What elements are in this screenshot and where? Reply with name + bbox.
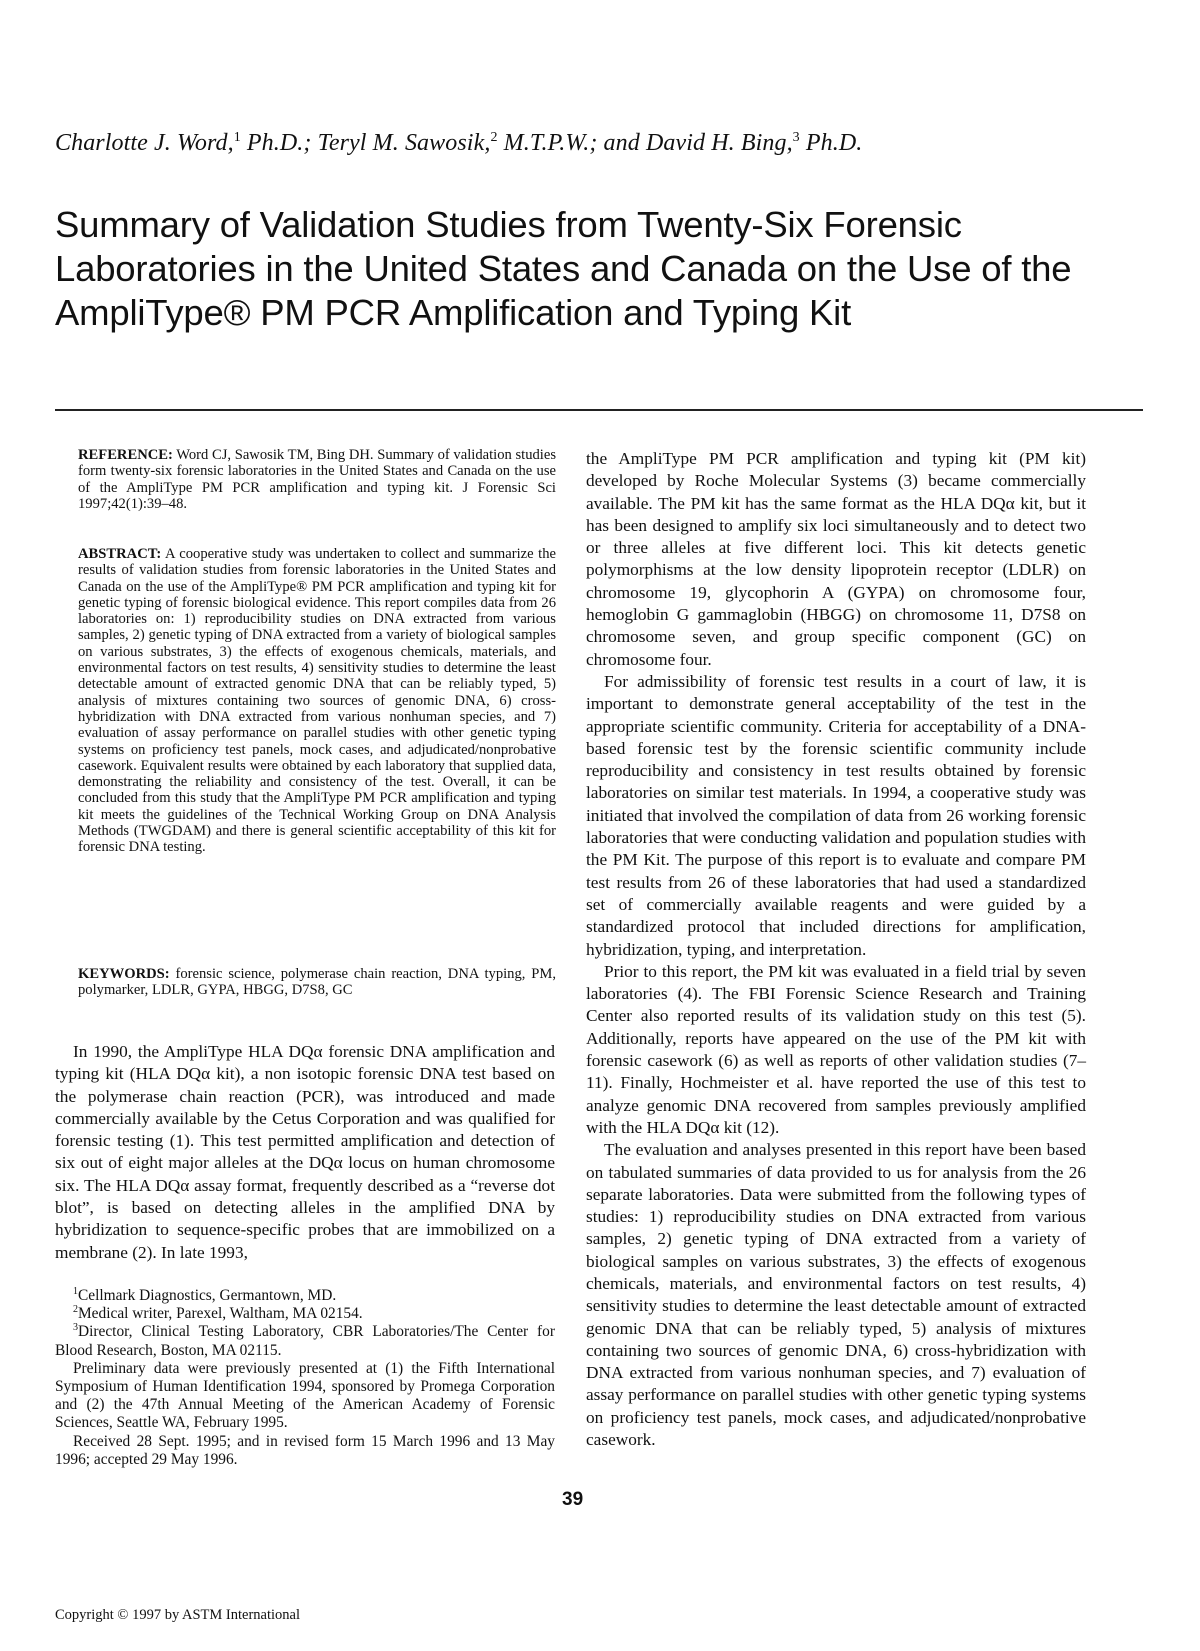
body-paragraph: the AmpliType PM PCR amplification and typing kit (PM kit) developed by Roche Molecular Systems (3) became commercially available. The PM kit has the same format as the HLA DQα kit, but it has been designed to amplify six loci simultaneously and to detect two or three alleles at five different loci. This kit detects genetic polymorphisms at the low density lipoprotein receptor (LDLR) on chromosome 19, glycophorin A (GYPA) on chromosome four, hemoglobin G gammaglobin (HBGG) on chromosome 11, D7S8 on chromosome seven, and group specific component (GC) on chromosome four. — [586, 449, 1086, 669]
footnote-1: $^1$Cellmark Diagnostics, Germantown, MD. — [73, 1285, 337, 1304]
page-number: 39 — [562, 1489, 584, 1510]
author-3: David H. Bing,$^3$ Ph.D. — [645, 130, 863, 156]
footnote-presentation: Preliminary data were previously presented at (1) the Fifth International Symposium of Human Identification 1994, sponsored by Promega Corporation and (2) the 47th Annual Meeting of the American Academy of Forensic Sciences, Seattle WA, February 1995. — [55, 1359, 555, 1432]
reference-label: REFERENCE: — [78, 447, 173, 463]
paper-title: Summary of Validation Studies from Twenty-Six Forensic Laboratories in the United States and Canada on the Use of the AmpliType® PM PCR Amplification and Typing Kit — [55, 204, 1072, 333]
author-line — [55, 128, 862, 158]
intro-paragraph: In 1990, the AmpliType HLA DQα forensic DNA amplification and typing kit (HLA DQα kit), a non isotopic forensic DNA test based on the polymerase chain reaction (PCR), was introduced and made commercially available by the Cetus Corporation and was qualified for forensic testing (1). This test permitted amplification and detection of six out of eight major alleles at the DQα locus on human chromosome six. The HLA DQα assay format, frequently described as a “reverse dot blot”, is based on detecting alleles in the amplified DNA by hybridization to sequence-specific probes that are immobilized on a membrane (2). In late 1993, — [55, 1042, 555, 1262]
author-2: Teryl M. Sawosik,$^2$ M.T.P.W.; and — [317, 130, 646, 156]
footnote-received: Received 28 Sept. 1995; and in revised form 15 March 1996 and 13 May 1996; accepted 29 May 1996. — [55, 1432, 555, 1468]
body-paragraph: For admissibility of forensic test results in a court of law, it is important to demonstrate general acceptability of the test in the appropriate scientific community. Criteria for acceptability of a DNA-based forensic test by the forensic scientific community include reproducibility and consistency in test results obtained by forensic laboratories on similar test materials. In 1994, a cooperative study was initiated that involved the compilation of data from 26 working forensic laboratories that were conducting validation and population studies with the PM Kit. The purpose of this report is to evaluate and compare PM test results from 26 of these laboratories that had used a standardized set of commercially available reagents and were guided by a standardized protocol that included directions for amplification, hybridization, typing, and interpretation. — [586, 671, 1086, 959]
abstract-text: A cooperative study was undertaken to collect and summarize the results of validation studies from forensic laboratories in the United States and Canada on the use of the AmpliType® PM PCR amplification and typing kit for genetic typing of forensic biological evidence. This report compiles data from 26 laboratories on: 1) reproducibility studies on DNA extracted from various samples, 2) genetic typing of DNA extracted from a variety of biological samples on various substrates, 3) the effects of exogenous chemicals, materials, and environmental factors on test results, 4) sensitivity studies to determine the least detectable amount of extracted genomic DNA that can be reliably typed, 5) analysis of mixtures containing two sources of genomic DNA, 6) cross-hybridization with DNA extracted from various nonhuman species, and 7) evaluation of assay performance on parallel studies with other genetic typing systems on proficiency test panels, mock cases, and adjudicated/nonprobative casework. Equivalent results were obtained by each laboratory that supplied data, demonstrating the reliability and consistency of the test. Overall, it can be concluded from this study that the AmpliType PM PCR amplification and typing kit meets the guidelines of the Technical Working Group on DNA Analysis Methods (TWGDAM) and there is general scientific acceptability of this kit for forensic DNA testing. — [78, 546, 556, 856]
author-1: Charlotte J. Word,$^1$ Ph.D.; — [55, 130, 318, 156]
footnote-2: $^2$Medical writer, Parexel, Waltham, MA 02154. — [73, 1304, 363, 1323]
right-column — [586, 448, 1086, 1451]
body-paragraph: The evaluation and analyses presented in this report have been based on tabulated summaries of data provided to us for analysis from the 26 separate laboratories. Data were submitted from the following types of studies: 1) reproducibility studies on DNA extracted from various samples, 2) genetic typing of DNA extracted from a variety of biological samples on various substrates, 3) the effects of exogenous chemicals, materials, and environmental factors on test results, 4) sensitivity studies to determine the least detectable amount of extracted genomic DNA that can be reliably typed, 5) analysis of mixtures containing two sources of genomic DNA, 6) cross-hybridization with DNA extracted from various nonhuman species, and 7) evaluation of assay performance on parallel studies with other genetic typing systems on proficiency test panels, mock cases, and adjudicated/nonprobative casework. — [586, 1140, 1086, 1450]
copyright-notice: Copyright © 1997 by ASTM International — [55, 1607, 301, 1623]
introduction-section — [55, 1041, 555, 1264]
keywords-label: KEYWORDS: — [78, 966, 170, 982]
abstract-block — [78, 546, 556, 856]
reference-text: Word CJ, Sawosik TM, Bing DH. Summary of validation studies form twenty-six forensic laboratories in the United States and Canada on the use of the AmpliType PM PCR amplification and typing kit. J Forensic Sci 1997;42(1):39–48. — [78, 447, 556, 512]
title-divider — [55, 409, 1143, 411]
footnotes — [55, 1287, 555, 1469]
keywords-block — [78, 966, 556, 999]
reference-block — [78, 447, 556, 512]
body-paragraph: Prior to this report, the PM kit was evaluated in a field trial by seven laboratories (4). The FBI Forensic Science Research and Training Center also reported results of its validation study on this test (5). Additionally, reports have appeared on the use of the PM kit with forensic casework (6) as well as reports of other validation studies (7–11). Finally, Hochmeister et al. have reported the use of this test to analyze genomic DNA recovered from samples previously amplified with the HLA DQα kit (12). — [586, 961, 1086, 1137]
footnote-3: $^3$Director, Clinical Testing Laboratory, CBR Laboratories/The Center for Blood Research, Boston, MA 02115. — [55, 1322, 555, 1359]
abstract-label: ABSTRACT: — [78, 546, 162, 562]
keywords-text: forensic science, polymerase chain reaction, DNA typing, PM, polymarker, LDLR, GYPA, HBGG, D7S8, GC — [78, 966, 556, 999]
